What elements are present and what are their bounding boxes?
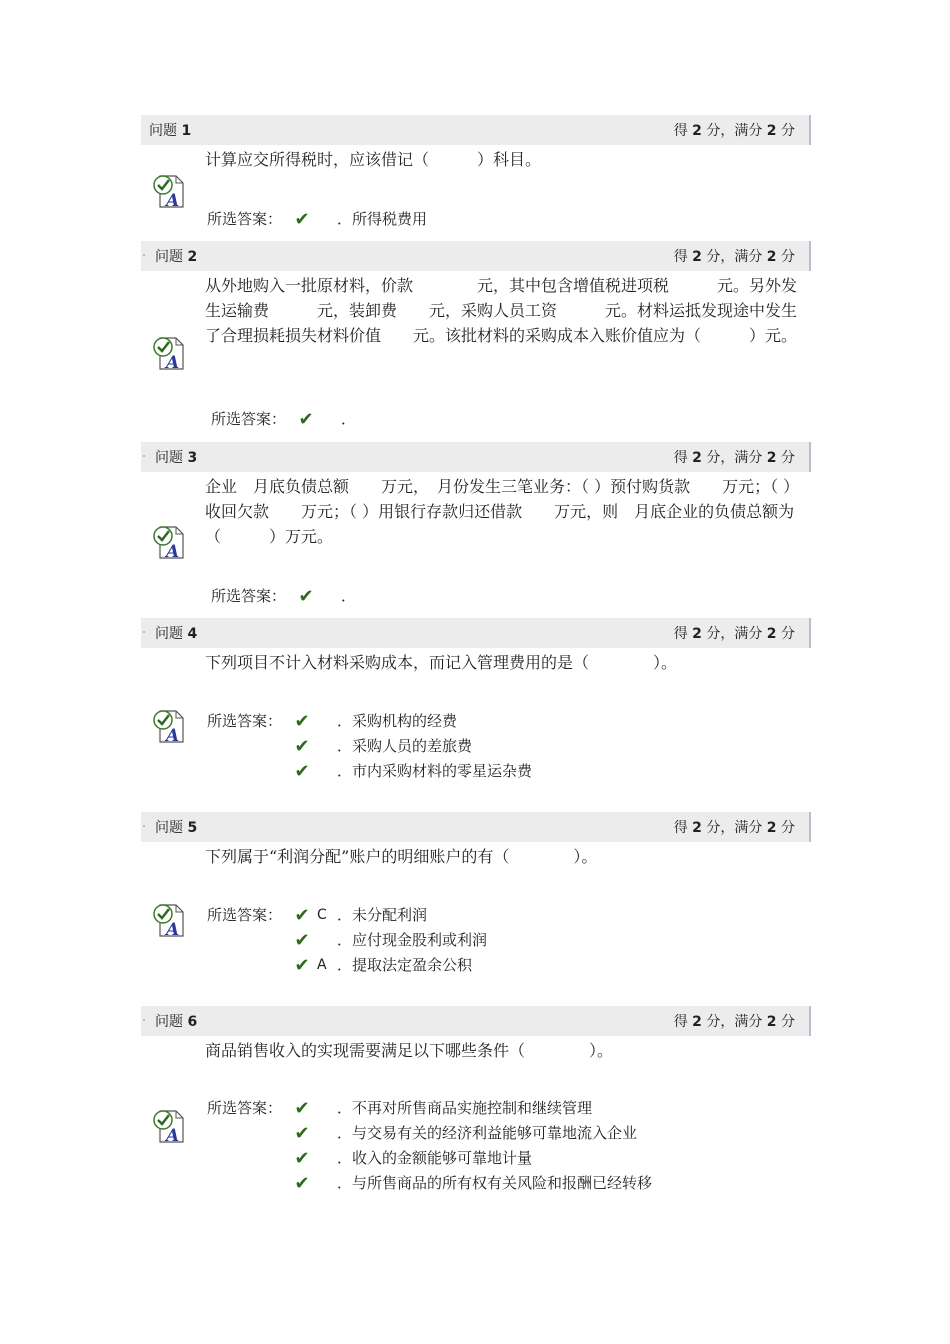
- svg-text:A: A: [166, 920, 180, 938]
- check-icon: ✔: [294, 1173, 310, 1194]
- question-number: 4: [187, 626, 198, 642]
- check-icon: ✔: [294, 1148, 310, 1169]
- check-icon: ✔: [294, 1098, 310, 1119]
- answer-row: 所选答案： ✔ ．所得税费用: [207, 209, 428, 230]
- question-number: 1: [181, 123, 192, 139]
- question-number: 2: [187, 249, 198, 265]
- question-text: 下列项目不计入材料采购成本，而记入管理费用的是（ ）。: [205, 653, 678, 672]
- question-text: 下列属于“利润分配”账户的明细账户的有（ ）。: [205, 847, 598, 866]
- question-label: 问题: [155, 626, 183, 642]
- svg-text:A: A: [166, 1126, 180, 1144]
- question-header: [141, 442, 811, 472]
- check-icon: ✔: [298, 586, 314, 607]
- check-icon: ✔: [294, 955, 310, 976]
- answer-row: ✔ ．与交易有关的经济利益能够可靠地流入企业: [207, 1121, 652, 1146]
- answer-row: ✔ A ．提取法定盈余公积: [207, 953, 487, 978]
- check-icon: ✔: [294, 1123, 310, 1144]
- answer-row: ✔ ．市内采购材料的零星运杂费: [207, 759, 532, 784]
- question-score: 得 2 分，满分 2 分: [673, 450, 795, 466]
- quiz-results: [141, 115, 811, 1206]
- selected-answers: [207, 709, 532, 784]
- question-score: 得 2 分，满分 2 分: [673, 626, 795, 642]
- answer-correct-icon: [152, 335, 186, 371]
- question-header: [141, 241, 811, 271]
- question-text: 商品销售收入的实现需要满足以下哪些条件（ ）。: [205, 1041, 614, 1060]
- question-block: [141, 442, 811, 618]
- question-block: [141, 812, 811, 1006]
- svg-text:A: A: [166, 542, 180, 560]
- question-text: 从外地购入一批原材料，价款 元，其中包含增值税进项税 元。另外发生运输费 元，装卸费 元，采购人员工资 元。材料运抵发现途中发生了合理损耗损失材料价值 元。该批材料的采购成本入账价值应为（ ）元。: [205, 276, 798, 345]
- answer-row: ✔ ．应付现金股利或利润: [207, 928, 487, 953]
- question-score: 得 2 分，满分 2 分: [673, 1014, 795, 1030]
- selected-answers: [207, 207, 427, 232]
- svg-text:A: A: [166, 191, 180, 209]
- answer-row: 所选答案： ✔ ．不再对所售商品实施控制和继续管理: [207, 1098, 593, 1119]
- question-block: [141, 1006, 811, 1206]
- answer-correct-icon: [152, 902, 186, 938]
- answer-row: ✔ ．采购人员的差旅费: [207, 734, 532, 759]
- answer-correct-icon: [152, 708, 186, 744]
- question-label: 问题: [155, 450, 183, 466]
- answer-row: 所选答案： ✔ ．: [211, 586, 357, 607]
- selected-answers: [207, 1096, 652, 1196]
- question-label: 问题: [155, 820, 183, 836]
- question-block: [141, 618, 811, 812]
- question-block: [141, 115, 811, 241]
- question-score: 得 2 分，满分 2 分: [673, 249, 795, 265]
- question-number: 6: [187, 1014, 198, 1030]
- question-header: [141, 812, 811, 842]
- question-text: 计算应交所得税时，应该借记（ ）科目。: [205, 150, 542, 169]
- question-label: 问题: [155, 1014, 183, 1030]
- check-icon: ✔: [294, 711, 310, 732]
- question-label: 问题: [149, 123, 177, 139]
- answer-row: 所选答案： ✔ ．采购机构的经费: [207, 711, 458, 732]
- question-number: 5: [187, 820, 198, 836]
- svg-text:A: A: [166, 726, 180, 744]
- question-text: 企业 月底负债总额 万元， 月份发生三笔业务：（ ）预付购货款 万元；（ ）收回欠款 万元；（ ）用银行存款归还借款 万元，则 月底企业的负债总额为（ ）万元。: [205, 477, 800, 546]
- answer-row: ✔ ．与所售商品的所有权有关风险和报酬已经转移: [207, 1171, 652, 1196]
- answer-row: 所选答案： ✔ ．: [211, 409, 357, 430]
- question-score: 得 2 分，满分 2 分: [673, 123, 795, 139]
- svg-text:A: A: [166, 353, 180, 371]
- question-number: 3: [187, 450, 198, 466]
- check-icon: ✔: [294, 930, 310, 951]
- question-label: 问题: [155, 249, 183, 265]
- question-block: [141, 241, 811, 442]
- answer-row: 所选答案： ✔ C ．未分配利润: [207, 905, 428, 926]
- answer-correct-icon: [152, 1108, 186, 1144]
- question-header: [141, 115, 811, 145]
- check-icon: ✔: [294, 905, 310, 926]
- answer-correct-icon: [152, 524, 186, 560]
- selected-answers: [211, 584, 356, 609]
- check-icon: ✔: [294, 736, 310, 757]
- selected-answers: [207, 903, 487, 978]
- answer-correct-icon: [152, 173, 186, 209]
- answer-row: ✔ ．收入的金额能够可靠地计量: [207, 1146, 652, 1171]
- question-header: [141, 618, 811, 648]
- question-score: 得 2 分，满分 2 分: [673, 820, 795, 836]
- check-icon: ✔: [298, 409, 314, 430]
- selected-answers: [211, 407, 356, 432]
- question-header: [141, 1006, 811, 1036]
- check-icon: ✔: [294, 209, 310, 230]
- check-icon: ✔: [294, 761, 310, 782]
